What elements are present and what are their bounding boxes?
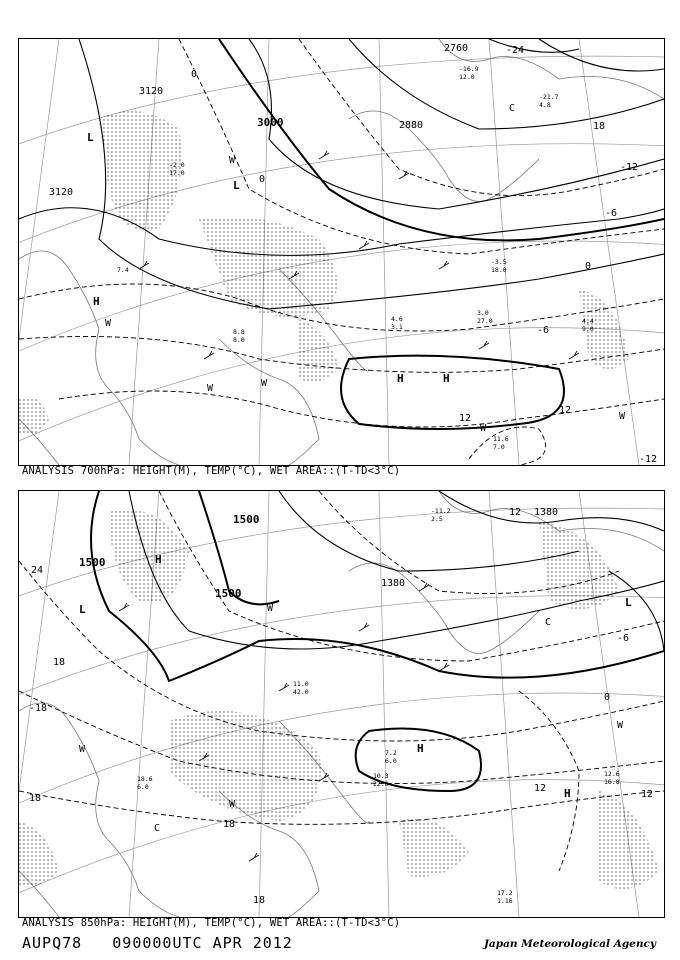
low-pressure-mark: L [87, 131, 94, 144]
wet-area-shading [19, 509, 659, 889]
height-label: 1380 [534, 507, 559, 518]
warm-mark: W [267, 603, 274, 614]
valid-time: 090000UTC APR 2012 [112, 934, 293, 952]
height-label: 1380 [381, 578, 406, 589]
temp-label: -12 [639, 454, 658, 465]
chart-700-caption: ANALYSIS 700hPa: HEIGHT(M), TEMP(°C), WET AREA::(T-TD<3°C) [22, 465, 401, 477]
graticule [19, 39, 664, 465]
temp-label: 24 [31, 565, 44, 576]
station-value: 17.2 [497, 889, 513, 897]
warm-mark: W [619, 411, 626, 422]
station-value: 4.6 [391, 315, 403, 323]
height-label: 3120 [49, 187, 74, 198]
wet-area-shading [19, 111, 629, 435]
isotherms [19, 39, 664, 465]
warm-mark: W [229, 799, 236, 810]
station-value: 18.6 [137, 775, 153, 783]
temp-label: -6 [537, 325, 550, 336]
height-label: 2760 [444, 43, 469, 54]
low-pressure-mark: L [79, 603, 86, 616]
station-value: 7.4 [117, 266, 129, 274]
chart-850hpa [18, 490, 665, 918]
station-value: 18.0 [491, 266, 507, 274]
temp-label: -6 [617, 633, 630, 644]
station-value: 1.16 [497, 897, 513, 905]
temp-label: 0 [604, 692, 611, 703]
high-pressure-mark: H [564, 787, 571, 800]
temp-label: -18 [29, 703, 48, 714]
height-label: 2880 [399, 120, 424, 131]
chart-700hpa [18, 38, 665, 466]
temp-label: 18 [223, 819, 236, 830]
height-label: 1500 [79, 556, 106, 569]
high-pressure-mark: H [93, 295, 100, 308]
warm-mark: W [229, 155, 236, 166]
station-value: 16.8 [604, 778, 620, 786]
height-label: 1500 [233, 513, 260, 526]
station-value: 10.3 [373, 772, 389, 780]
station-value: 17.0 [169, 169, 185, 177]
temp-label: 18 [53, 657, 66, 668]
high-pressure-mark: H [155, 553, 162, 566]
station-value: 7.2 [385, 749, 397, 757]
temp-label: 18 [29, 793, 42, 804]
temp-label: 18 [253, 895, 266, 906]
high-pressure-mark: H [443, 372, 450, 385]
temp-label: 12 [534, 783, 547, 794]
temp-label: 0 [191, 69, 198, 80]
temp-label: 12 [559, 405, 572, 416]
warm-mark: W [480, 423, 487, 434]
temp-label: 18 [593, 121, 606, 132]
bulletin-code: AUPQ78 [22, 934, 83, 952]
height-label: 3120 [139, 86, 164, 97]
station-value: 22.0 [373, 780, 389, 788]
station-value: 6.0 [385, 757, 397, 765]
station-value: 2.5 [431, 515, 443, 523]
temp-label: 0 [585, 261, 592, 272]
station-value: 7.0 [493, 443, 505, 451]
cold-mark: C [509, 103, 516, 114]
station-value: 3.0 [477, 309, 489, 317]
height-label: 1500 [215, 587, 242, 600]
station-value: -3.5 [491, 258, 507, 266]
temp-label: -6 [605, 208, 618, 219]
temp-label: -12 [620, 162, 639, 173]
temp-label: 0 [259, 174, 266, 185]
bulletin-header [22, 934, 293, 952]
station-value: 12.6 [604, 770, 620, 778]
station-value: -2.0 [169, 161, 185, 169]
station-value: -16.9 [459, 65, 479, 73]
station-value: 12.0 [459, 73, 475, 81]
coastlines [19, 39, 664, 465]
temp-label: 12 [641, 789, 654, 800]
station-value: 27.0 [477, 317, 493, 325]
map-850hpa [19, 491, 664, 917]
warm-mark: W [105, 318, 112, 329]
warm-mark: W [261, 378, 268, 389]
high-pressure-mark: H [417, 742, 424, 755]
temp-label: -24 [506, 45, 525, 56]
cold-mark: C [154, 823, 161, 834]
temp-label: 12 [509, 507, 522, 518]
height-label: 3000 [257, 116, 284, 129]
low-pressure-mark: L [233, 179, 240, 192]
station-value: 11.0 [293, 680, 309, 688]
agency-name: Japan Meteorological Agency [483, 938, 656, 950]
station-value: 9.0 [582, 325, 594, 333]
low-pressure-mark: L [625, 596, 632, 609]
station-value: 8.8 [233, 328, 245, 336]
warm-mark: W [79, 744, 86, 755]
station-value: 6.0 [137, 783, 149, 791]
station-value: 3.1 [391, 323, 403, 331]
station-value: 11.6 [493, 435, 509, 443]
station-value: 42.0 [293, 688, 309, 696]
temp-label: 12 [459, 413, 472, 424]
chart-850-caption: ANALYSIS 850hPa: HEIGHT(M), TEMP(°C), WET AREA::(T-TD<3°C) [22, 917, 401, 929]
warm-mark: W [617, 720, 624, 731]
high-pressure-mark: H [397, 372, 404, 385]
map-700hpa [19, 39, 664, 465]
cold-mark: C [545, 617, 552, 628]
station-value: 8.0 [233, 336, 245, 344]
station-value: -11.2 [431, 507, 451, 515]
warm-mark: W [207, 383, 214, 394]
station-value: -21.7 [539, 93, 559, 101]
station-value: 4.8 [539, 101, 551, 109]
station-value: 4.4 [582, 317, 594, 325]
